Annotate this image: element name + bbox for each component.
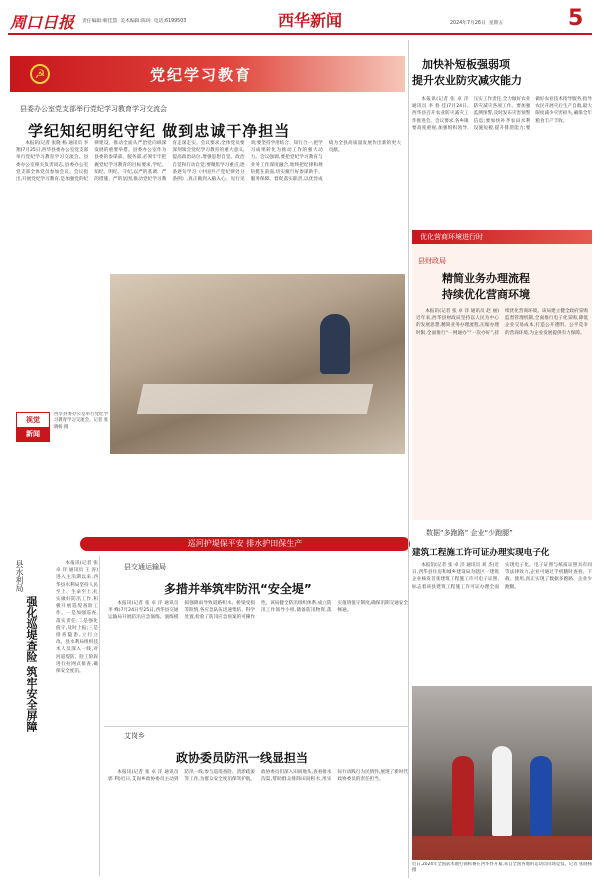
party-subtitle: 县委办公室党支部举行党纪学习教育学习交流会 [20, 105, 167, 113]
digital-headline: 建筑工程施工许可证办理实现电子化 [412, 548, 550, 558]
party-section [10, 56, 405, 456]
business-body [416, 308, 588, 513]
party-photo-caption: 西华县委办公室举行党纪学习教育学习交流会。记者 张晓杨 摄 [54, 412, 108, 430]
party-meeting-photo [110, 274, 405, 454]
agriculture-headline-1: 加快补短板强弱项 [422, 58, 510, 71]
digital-text: 本报讯(记者 张 卓 洋 通讯员 刘 杰)近日,西华县住房和城乡建设局为辖区一建筑企业核发首张建筑工程施工许可电子证照,标志着该县建筑工程施工许可证办理全面实现电子化。电子证照与纸质证照具有同等法律效力,企业可通过手机随时查看、下载、使用,真正实现了数据多跑路、企业少跑腿。 [412, 563, 592, 590]
agriculture-text: 本报讯(记者 张 卓 洋 通讯员 李 春 佳)7月24日,西华县召开农业防灾减灾工作推进会。会议要求,各乡镇要高度重视,加强组织领导,压实工作责任,全力做好农业防灾减灾各项工作。要加强监测预警,及时发布灾害预警信息;要加快补齐农田水利设施短板,提升排涝能力;要做好农业技术指导服务,指导农民开展灾后生产自救,最大限度减少灾害损失,确保全年粮食丰产丰收。 [412, 97, 592, 131]
water-bureau-body [56, 560, 98, 876]
visual-news-logo [16, 412, 50, 442]
aigang-label: 艾岗乡 [124, 732, 145, 740]
transport-text: 本报讯(记者 张 卓 洋 通讯员 李 峰)7月24日至25日,西华县交通运输局开展防汛应急演练。演练模拟强降雨导致道路积水、桥梁受损等险情,各应急队伍迅速集结、科学处置,检验了防汛应急预案的可操作性。该局健全防汛组织体系,成立防汛工作领导小组,储备防汛物资,落实值班值守制度,确保汛期交通安全畅通。 [108, 601, 408, 621]
water-bureau-column [10, 556, 100, 876]
phone-credit: 电话:6199503 [153, 19, 187, 24]
party-banner [10, 56, 405, 92]
aigang-article [104, 726, 409, 876]
page-number: 5 [568, 6, 584, 31]
water-bureau-text: 本报讯(记者 张 卓 洋 通讯员 王 涛)进入主汛期以来,西华县水利局坚持人民至上、生命至上,扎实做好防汛工作,积极开展巡堤查险工作。一是加强巡查,落实责任;二是强化值守,及时上报;三是排查隐患,立行立改。县水利局组织技术人员深入一线,对河道堤防、险工险段进行拉网式排查,确保安全度汛。 [56, 561, 98, 675]
digital-section [412, 524, 592, 879]
visual-news-logo-bottom: 新闻 [17, 427, 49, 441]
masthead [0, 0, 600, 38]
transport-article [104, 556, 409, 721]
column-divider [408, 40, 409, 878]
transport-label: 县交通运输局 [124, 563, 166, 571]
agriculture-body [412, 96, 592, 224]
agriculture-headline-2: 提升农业防灾减灾能力 [412, 74, 522, 87]
issue-date: 2024年7月26日 [450, 21, 486, 26]
business-banner [412, 230, 592, 244]
martial-arts-caption: 近日,2024年全国武术散打锦标赛在西华县开幕,来自全国各地的运动员同场竞技。记者 张晓杨 摄 [412, 862, 592, 874]
party-emblem-icon: ☭ [30, 64, 50, 84]
aigang-text: 本报讯(记者 张 卓 洋 通讯员 郭 利)近日,艾岗乡政协委员主动到防汛一线,参与巡堤查险、清淤疏浚等工作,为群众安全度汛保驾护航。政协委员们深入田间地头,查看排水沟渠,帮助群众排除田间积水,用实际行动践行为民情怀,展现了新时代政协委员的责任担当。 [108, 770, 408, 783]
editor-credit: 责任编辑:朝佳慧 [82, 19, 118, 24]
masthead-credits [82, 17, 186, 24]
referee-shape [492, 746, 512, 836]
finance-bureau-label: 县财政局 [418, 257, 446, 265]
digital-body [412, 562, 592, 682]
aigang-body [108, 769, 408, 874]
business-panel [412, 244, 592, 520]
issue-weekday: 星期五 [488, 21, 504, 26]
business-section [412, 230, 592, 520]
section-title: 西华新闻 [278, 11, 343, 30]
participant-shape [320, 314, 350, 374]
party-headline: 学纪知纪明纪守纪 做到忠诚干净担当 [28, 122, 291, 140]
designer-credit: 美术编辑:陈珂 [120, 19, 151, 24]
business-headline-1: 精简业务办理流程 [442, 272, 530, 285]
date-line [450, 19, 503, 26]
business-text: 本报讯(记者 张 卓 洋 通讯员 赵 丽)近年来,西华县财政局坚持以人民为中心的发展思想,精简业务办理流程,压缩办理时限,全面推行“一网通办”“一次办好”,持续优化营商环境。该局建立健全政府采购监督管理机制,全面推行电子化采购,降低企业交易成本,打造公开透明、公平竞争的营商环境,为企业发展提供有力保障。 [416, 309, 588, 336]
business-banner-text: 优化营商环境进行时 [420, 233, 483, 241]
river-banner: 巡河护堤保平安 排水护田保生产 [80, 537, 410, 551]
party-banner-title: 党纪学习教育 [150, 66, 253, 84]
water-bureau-headline: 强化巡堤查险 筑牢安全屏障 [25, 596, 38, 732]
meeting-table-shape [137, 384, 373, 414]
transport-body [108, 600, 408, 720]
business-headline-2: 持续优化营商环境 [442, 288, 530, 301]
masthead-rule [8, 33, 592, 35]
newspaper-logo: 周口日报 [10, 13, 75, 32]
aigang-headline: 政协委员防汛一线显担当 [176, 751, 309, 765]
visual-news-logo-top: 视觉 [26, 416, 40, 424]
party-article-text: 本报讯(记者 张晓 杨 通讯员 李 翔)7月25日,西华县委办公室党支部举行党纪学习教育学习交流会。县委办公室相关负责同志,县委办公室党支部全体党员参加会议。会议指出,开展党纪学习教育,是加强党的纪律建设、推动全面从严治党向纵深发展的重要举措。县委办公室作为县委的参谋部、服务部,必须牢牢把握党纪学习教育的目标要求,学纪、知纪、明纪、守纪,以严的基调、严的措施、严的氛围,推动党纪学习教育走深走实。会议要求,全体党员要深刻领会党纪学习教育的重大意义,提高政治站位,增强思想自觉、政治自觉和行动自觉;要聚焦学习重点,逐条逐句学习《中国共产党纪律处分条例》,真正做到入脑入心、见行见效;要坚持学用结合、知行合一,把学习成果转化为推动工作的强大动力。会议强调,要把党纪学习教育与业务工作深度融合,始终把纪律和规矩挺在前面,切实履行好参谋助手、服务保障、督促落实职责,以优异成绩为全县高质量发展作出新的更大贡献。 [16, 141, 401, 183]
athlete-left-shape [452, 756, 474, 836]
arena-floor-shape [412, 836, 592, 860]
martial-arts-photo [412, 686, 592, 860]
party-article-body [16, 140, 401, 272]
transport-headline: 多措并举筑牢防汛“安全堤” [164, 582, 312, 596]
athlete-right-shape [530, 756, 552, 836]
agriculture-article [412, 56, 592, 226]
digital-tagline: 数据“多跑路” 企业“少跑腿” [426, 529, 513, 537]
water-bureau-label: 县水利局 [15, 560, 24, 592]
